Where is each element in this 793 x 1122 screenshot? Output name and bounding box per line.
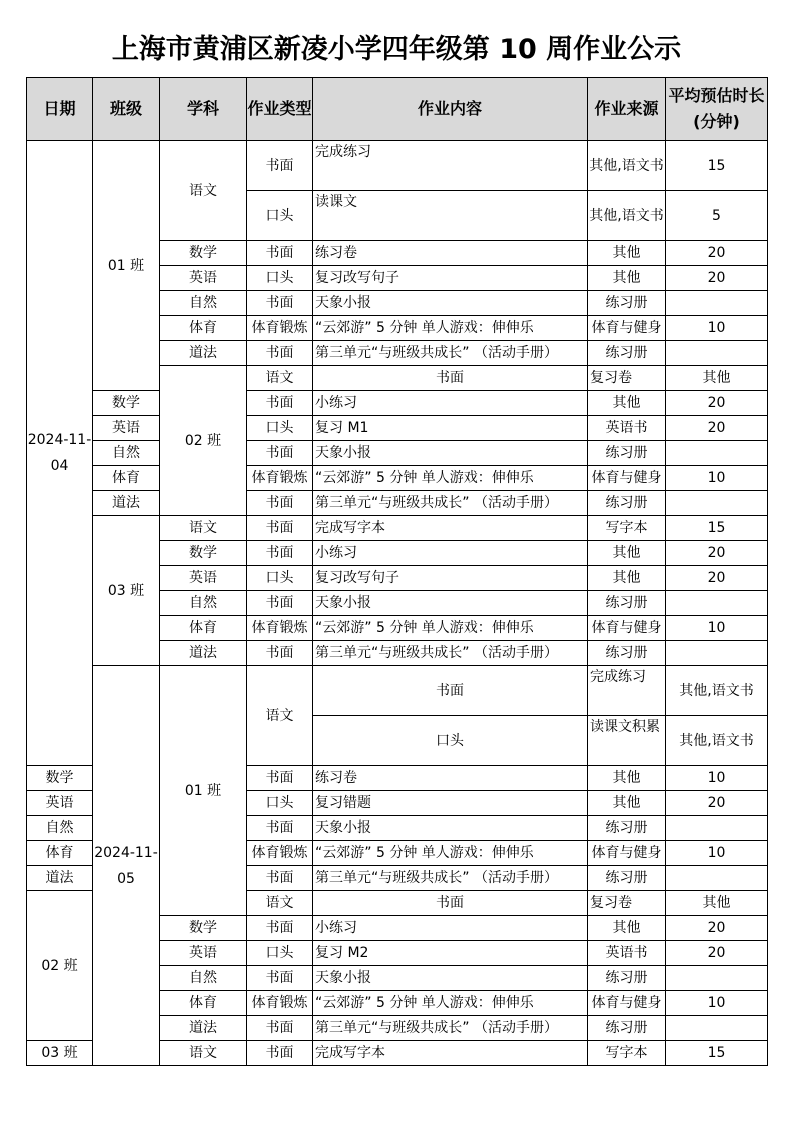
content-cell: 复习 M2	[313, 941, 588, 966]
subject-cell: 语文	[247, 891, 313, 916]
subject-cell: 英语	[160, 566, 247, 591]
subject-cell: 自然	[160, 966, 247, 991]
content-cell: “云郊游” 5 分钟 单人游戏：伸伸乐	[313, 841, 588, 866]
content-cell: 复习卷	[588, 891, 666, 916]
subject-cell: 语文	[160, 141, 247, 241]
source-cell: 英语书	[588, 941, 666, 966]
source-cell: 其他	[588, 266, 666, 291]
type-cell: 书面	[247, 1016, 313, 1041]
type-cell: 书面	[247, 391, 313, 416]
source-cell: 练习册	[588, 816, 666, 841]
subject-cell: 语文	[160, 516, 247, 541]
time-cell	[666, 641, 768, 666]
source-cell: 练习册	[588, 966, 666, 991]
subject-cell: 自然	[160, 591, 247, 616]
content-cell: 完成练习	[588, 666, 666, 716]
type-cell: 口头	[247, 941, 313, 966]
content-cell: 第三单元“与班级共成长” （活动手册）	[313, 491, 588, 516]
type-cell: 书面	[247, 441, 313, 466]
class-cell: 03 班	[27, 1041, 93, 1066]
content-cell: “云郊游” 5 分钟 单人游戏：伸伸乐	[313, 991, 588, 1016]
class-cell: 01 班	[93, 141, 160, 391]
source-cell: 其他	[666, 891, 768, 916]
type-cell: 体育锻炼	[247, 466, 313, 491]
source-cell: 写字本	[588, 1041, 666, 1066]
table-row	[27, 391, 768, 416]
subject-cell: 体育	[160, 316, 247, 341]
source-cell: 体育与健身	[588, 841, 666, 866]
header-type: 作业类型	[247, 78, 313, 141]
time-cell: 20	[666, 791, 768, 816]
time-cell: 20	[666, 241, 768, 266]
type-cell: 书面	[247, 866, 313, 891]
table-row	[27, 441, 768, 466]
source-cell: 练习册	[588, 591, 666, 616]
source-cell: 练习册	[588, 1016, 666, 1041]
type-cell: 书面	[247, 491, 313, 516]
subject-cell: 自然	[160, 291, 247, 316]
time-cell	[666, 816, 768, 841]
subject-cell: 英语	[93, 416, 160, 441]
subject-cell: 语文	[247, 666, 313, 766]
source-cell: 其他	[588, 916, 666, 941]
header-row	[27, 78, 768, 141]
table-row	[27, 666, 768, 716]
type-cell: 体育锻炼	[247, 841, 313, 866]
content-cell: 复习改写句子	[313, 566, 588, 591]
time-cell: 10	[666, 616, 768, 641]
header-content: 作业内容	[313, 78, 588, 141]
content-cell: 完成练习	[313, 141, 588, 191]
time-cell	[666, 291, 768, 316]
time-cell: 20	[666, 916, 768, 941]
content-cell: “云郊游” 5 分钟 单人游戏：伸伸乐	[313, 466, 588, 491]
source-cell: 练习册	[588, 341, 666, 366]
content-cell: 第三单元“与班级共成长” （活动手册）	[313, 1016, 588, 1041]
subject-cell: 道法	[27, 866, 93, 891]
content-cell: 第三单元“与班级共成长” （活动手册）	[313, 641, 588, 666]
subject-cell: 英语	[160, 941, 247, 966]
content-cell: 复习 M1	[313, 416, 588, 441]
subject-cell: 道法	[160, 641, 247, 666]
content-cell: 复习卷	[588, 366, 666, 391]
type-cell: 书面	[247, 291, 313, 316]
page-title: 上海市黄浦区新凌小学四年级第 10 周作业公示	[111, 34, 682, 65]
time-cell	[666, 441, 768, 466]
type-cell: 书面	[313, 891, 588, 916]
type-cell: 书面	[247, 966, 313, 991]
source-cell: 其他,语文书	[588, 191, 666, 241]
class-cell: 01 班	[160, 666, 247, 916]
content-cell: 读课文积累	[588, 716, 666, 766]
time-cell: 20	[666, 266, 768, 291]
time-cell: 20	[666, 941, 768, 966]
content-cell: 第三单元“与班级共成长” （活动手册）	[313, 341, 588, 366]
table-row	[27, 416, 768, 441]
type-cell: 体育锻炼	[247, 316, 313, 341]
type-cell: 书面	[313, 366, 588, 391]
class-cell: 02 班	[27, 891, 93, 1041]
content-cell: 练习卷	[313, 766, 588, 791]
source-cell: 体育与健身	[588, 466, 666, 491]
type-cell: 体育锻炼	[247, 616, 313, 641]
date-cell: 2024-11-04	[27, 141, 93, 766]
time-cell: 5	[666, 191, 768, 241]
subject-cell: 道法	[160, 1016, 247, 1041]
source-cell: 练习册	[588, 491, 666, 516]
subject-cell: 英语	[160, 266, 247, 291]
time-cell: 10	[666, 991, 768, 1016]
source-cell: 其他,语文书	[666, 716, 768, 766]
table-row	[27, 466, 768, 491]
time-cell	[666, 491, 768, 516]
time-cell: 20	[666, 566, 768, 591]
subject-cell: 自然	[93, 441, 160, 466]
subject-cell: 道法	[93, 491, 160, 516]
type-cell: 口头	[247, 416, 313, 441]
time-cell: 20	[666, 416, 768, 441]
source-cell: 其他	[588, 566, 666, 591]
time-cell: 20	[666, 391, 768, 416]
time-cell: 15	[666, 141, 768, 191]
time-cell: 20	[666, 541, 768, 566]
content-cell: 完成写字本	[313, 1041, 588, 1066]
content-cell: “云郊游” 5 分钟 单人游戏：伸伸乐	[313, 616, 588, 641]
content-cell: 复习改写句子	[313, 266, 588, 291]
subject-cell: 体育	[93, 466, 160, 491]
source-cell: 英语书	[588, 416, 666, 441]
content-cell: 天象小报	[313, 591, 588, 616]
content-cell: 天象小报	[313, 441, 588, 466]
content-cell: 天象小报	[313, 816, 588, 841]
type-cell: 口头	[247, 266, 313, 291]
type-cell: 书面	[247, 641, 313, 666]
table-row	[27, 491, 768, 516]
subject-cell: 体育	[27, 841, 93, 866]
content-cell: 小练习	[313, 391, 588, 416]
class-cell: 03 班	[93, 516, 160, 666]
source-cell: 体育与健身	[588, 616, 666, 641]
subject-cell: 体育	[160, 616, 247, 641]
table-row	[27, 516, 768, 541]
source-cell: 其他	[588, 766, 666, 791]
source-cell: 其他	[588, 391, 666, 416]
content-cell: 天象小报	[313, 966, 588, 991]
subject-cell: 数学	[160, 916, 247, 941]
type-cell: 书面	[247, 766, 313, 791]
type-cell: 口头	[313, 716, 588, 766]
source-cell: 其他,语文书	[588, 141, 666, 191]
type-cell: 口头	[247, 191, 313, 241]
content-cell: 练习卷	[313, 241, 588, 266]
time-cell: 15	[666, 1041, 768, 1066]
content-cell: 第三单元“与班级共成长” （活动手册）	[313, 866, 588, 891]
homework-table	[26, 77, 768, 1066]
time-cell: 10	[666, 316, 768, 341]
subject-cell: 体育	[160, 991, 247, 1016]
type-cell: 书面	[247, 141, 313, 191]
subject-cell: 数学	[160, 241, 247, 266]
subject-cell: 数学	[93, 391, 160, 416]
type-cell: 书面	[247, 591, 313, 616]
source-cell: 写字本	[588, 516, 666, 541]
type-cell: 书面	[313, 666, 588, 716]
type-cell: 书面	[247, 541, 313, 566]
source-cell: 体育与健身	[588, 991, 666, 1016]
source-cell: 练习册	[588, 866, 666, 891]
source-cell: 体育与健身	[588, 316, 666, 341]
source-cell: 其他	[666, 366, 768, 391]
header-time: 平均预估时长(分钟)	[666, 78, 768, 141]
time-cell: 10	[666, 466, 768, 491]
content-cell: 读课文	[313, 191, 588, 241]
content-cell: 复习错题	[313, 791, 588, 816]
content-cell: “云郊游” 5 分钟 单人游戏：伸伸乐	[313, 316, 588, 341]
subject-cell: 道法	[160, 341, 247, 366]
type-cell: 书面	[247, 241, 313, 266]
source-cell: 练习册	[588, 441, 666, 466]
class-cell: 02 班	[160, 366, 247, 516]
source-cell: 其他	[588, 241, 666, 266]
subject-cell: 自然	[27, 816, 93, 841]
content-cell: 天象小报	[313, 291, 588, 316]
source-cell: 其他,语文书	[666, 666, 768, 716]
time-cell: 15	[666, 516, 768, 541]
subject-cell: 英语	[27, 791, 93, 816]
content-cell: 完成写字本	[313, 516, 588, 541]
table-row	[27, 141, 768, 191]
time-cell	[666, 966, 768, 991]
time-cell	[666, 591, 768, 616]
time-cell	[666, 341, 768, 366]
subject-cell: 数学	[160, 541, 247, 566]
subject-cell: 语文	[160, 1041, 247, 1066]
subject-cell: 语文	[247, 366, 313, 391]
source-cell: 练习册	[588, 641, 666, 666]
header-subject: 学科	[160, 78, 247, 141]
header-class: 班级	[93, 78, 160, 141]
header-date: 日期	[27, 78, 93, 141]
type-cell: 书面	[247, 816, 313, 841]
source-cell: 其他	[588, 541, 666, 566]
content-cell: 小练习	[313, 916, 588, 941]
type-cell: 书面	[247, 341, 313, 366]
time-cell: 10	[666, 841, 768, 866]
source-cell: 其他	[588, 791, 666, 816]
type-cell: 书面	[247, 1041, 313, 1066]
type-cell: 书面	[247, 916, 313, 941]
time-cell: 10	[666, 766, 768, 791]
type-cell: 口头	[247, 566, 313, 591]
source-cell: 练习册	[588, 291, 666, 316]
type-cell: 书面	[247, 516, 313, 541]
time-cell	[666, 866, 768, 891]
content-cell: 小练习	[313, 541, 588, 566]
time-cell	[666, 1016, 768, 1041]
header-source: 作业来源	[588, 78, 666, 141]
subject-cell: 数学	[27, 766, 93, 791]
type-cell: 口头	[247, 791, 313, 816]
date-cell: 2024-11-05	[93, 666, 160, 1066]
type-cell: 体育锻炼	[247, 991, 313, 1016]
